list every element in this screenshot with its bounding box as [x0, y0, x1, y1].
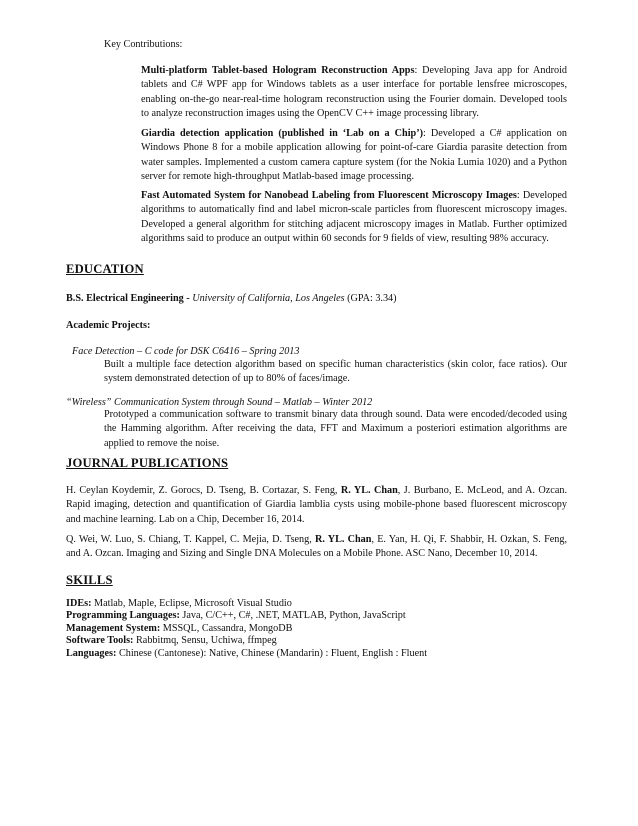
publication-rest: , J. Burbano, E. McLeod, and A. Ozcan. Rapid imaging, detection and quantification of Giardia lamblia cysts using mobile-phone based fluorescent microscopy and machine learning. Lab on a Chip, December 16, 2014.: [66, 485, 567, 525]
skill-value: MSSQL, Cassandra, MongoDB: [160, 622, 293, 634]
contribution-title: Giardia detection application (published in ‘Lab on a Chip’): [141, 128, 423, 139]
contribution-item: [141, 189, 567, 246]
skill-row: [66, 635, 586, 647]
contribution-item: [141, 127, 567, 184]
gpa: (GPA: 3.34): [344, 293, 397, 304]
publication-rest: , E. Yan, H. Qi, F. Shabbir, H. Ozkan, S. Feng, and A. Ozcan. Imaging and Sizing and Single DNA Molecules on a Mobile Phone. ASC Nano, December 10, 2014.: [66, 534, 567, 560]
education-heading: EDUCATION: [66, 262, 144, 276]
skill-value: Chinese (Cantonese): Native, Chinese (Mandarin) : Fluent, English : Fluent: [116, 647, 428, 659]
publication-highlight-author: R. YL. Chan: [315, 534, 372, 545]
skill-row: [66, 648, 586, 660]
skill-value: Matlab, Maple, Eclipse, Microsoft Visual Studio: [91, 598, 292, 609]
skills-list: [66, 598, 586, 660]
project-description: Prototyped a communication software to transmit binary data through sound. Data were encoded/decoded using the Hamming algorithm. After receiving the data, FFT and Maximum a posteriori estimation algorithms are applied to remove the noise.: [104, 409, 567, 449]
publication-authors: Q. Wei, W. Luo, S. Chiang, T. Kappel, C. Mejia, D. Tseng,: [66, 534, 315, 545]
skill-label: IDEs:: [66, 598, 92, 609]
project-title: “Wireless” Communication System through Sound – Matlab – Winter 2012: [66, 397, 373, 408]
skill-row: [66, 598, 586, 610]
contribution-title: Multi-platform Tablet-based Hologram Reconstruction Apps: [141, 65, 415, 76]
skill-label: Management System:: [66, 622, 161, 634]
skills-heading: SKILLS: [66, 573, 113, 587]
publication-authors: H. Ceylan Koydemir, Z. Gorocs, D. Tseng, B. Cortazar, S. Feng,: [66, 485, 341, 496]
degree-line: [66, 292, 397, 306]
academic-projects-label: Academic Projects:: [66, 320, 151, 331]
contribution-item: [141, 64, 567, 121]
publication-entry: [66, 484, 567, 527]
publication-entry: [66, 533, 567, 562]
journal-heading: JOURNAL PUBLICATIONS: [66, 456, 229, 470]
skill-label: Software Tools:: [66, 635, 134, 647]
publication-highlight-author: R. YL. Chan: [340, 485, 398, 496]
contribution-text: : Developed a C# application on Windows Phone 8 for a mobile application allowing for point-of-care Giardia parasite detection from water samples. Implemented a custom camera capture system (for the Nokia Lumia 1020) and a Python server for remote high-throughput Matlab-based image processing.: [141, 128, 567, 182]
contribution-text: : Developed algorithms to automatically find and label micron-scale particles from fluorescent microscopy images. Developed a general algorithm for stitching adjacent microscopy images in Matlab. Further optimized algorithms said to produce an output within 60 seconds for 9 fields of view, resulting 98% accuracy.: [141, 190, 567, 244]
degree-separator: -: [183, 293, 193, 304]
skill-label: Programming Languages:: [66, 610, 180, 622]
degree: B.S. Electrical Engineering: [66, 293, 184, 304]
skill-value: Rabbitmq, Sensu, Uchiwa, ffmpeg: [133, 635, 277, 647]
school: University of California, Los Angeles: [192, 293, 345, 304]
contribution-title: Fast Automated System for Nanobead Labeling from Fluorescent Microscopy Images: [141, 190, 517, 201]
key-contributions-label: Key Contributions:: [104, 39, 183, 50]
skill-row: [66, 623, 586, 635]
project-description: Built a multiple face detection algorithm based on specific human characteristics (skin color, face ratios). Our system demonstrated detection of up to 80% of faces/image.: [104, 359, 567, 385]
skill-row: [66, 610, 586, 622]
project-title: Face Detection – C code for DSK C6416 – Spring 2013: [72, 346, 300, 357]
skill-label: Languages:: [66, 647, 117, 659]
contribution-text: : Developing Java app for Android tablets and C# WPF app for Windows tablets as a user interface for portable lensfree microscopes, enabling on-the-go near-real-time hologram reconstruction using the Fourier domain. Developed tools to analyze reconstruction images using the OpenCV C++ image processing library.: [141, 65, 568, 119]
skill-value: Java, C/C++, C#, .NET, MATLAB, Python, JavaScript: [179, 610, 406, 622]
